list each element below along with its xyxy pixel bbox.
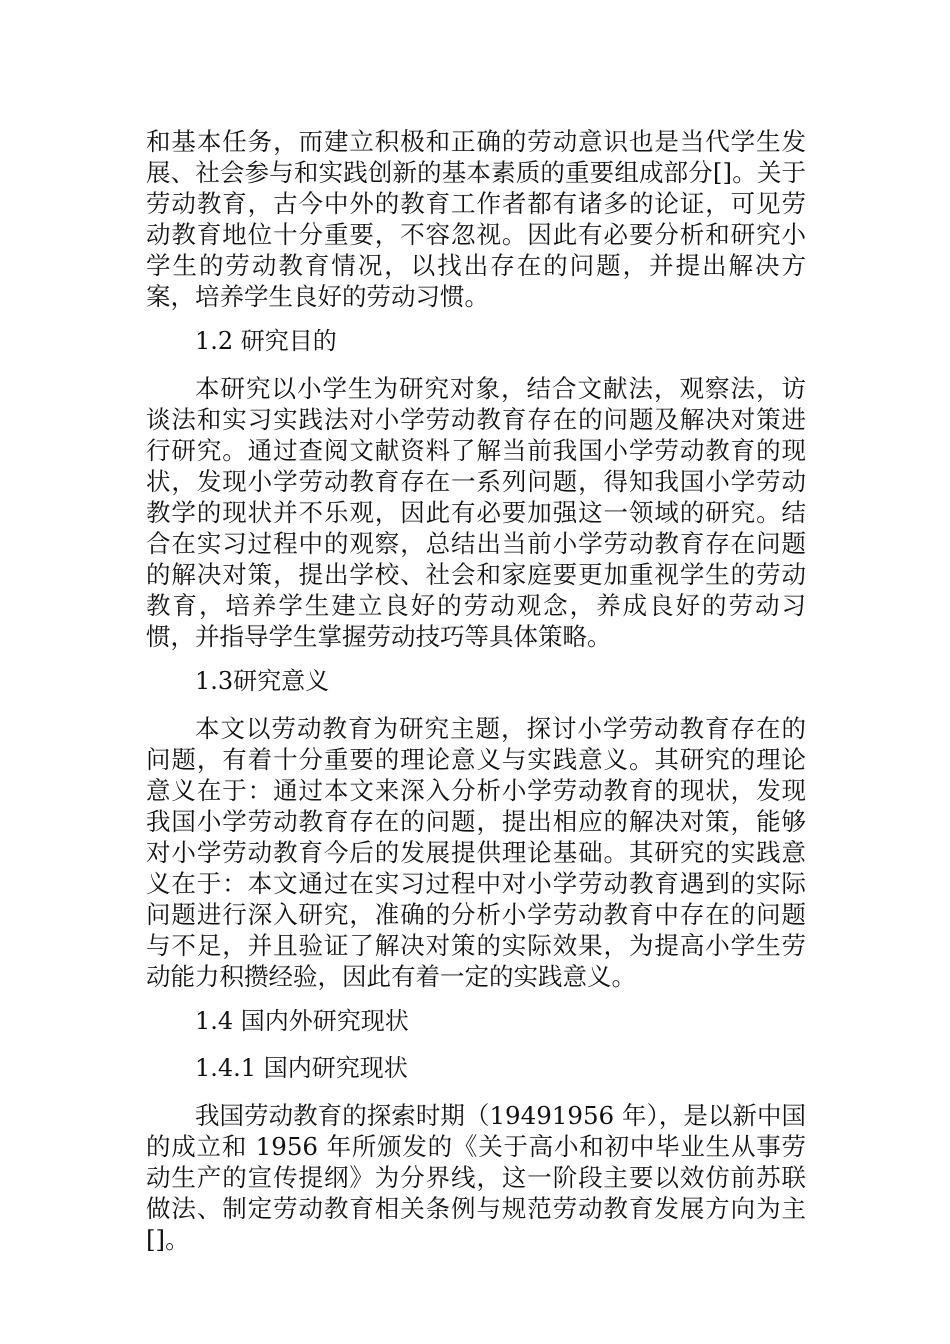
body-paragraph-continued: 和基本任务，而建立积极和正确的劳动意识也是当代学生发展、社会参与和实践创新的基本素质的重要组成部分[]。关于劳动教育，古今中外的教育工作者都有诸多的论证，可见劳动教育地位十分重要，不容忽视。因此有必要分析和研究小学生的劳动教育情况，以找出存在的问题，并提出解决方案，培养学生良好的劳动习惯。 xyxy=(146,127,806,311)
body-paragraph-research-purpose: 本研究以小学生为研究对象，结合文献法，观察法，访谈法和实习实践法对小学劳动教育存在的问题及解决对策进行研究。通过查阅文献资料了解当前我国小学劳动教育的现状，发现小学劳动教育存在一系列问题，得知我国小学劳动教学的现状并不乐观，因此有必要加强这一领域的研究。结合在实习过程中的观察，总结出当前小学劳动教育存在问题的解决对策，提出学校、社会和家庭要更加重视学生的劳动教育，培养学生建立良好的劳动观念，养成良好的劳动习惯，并指导学生掌握劳动技巧等具体策略。 xyxy=(146,374,806,651)
section-heading-1-3: 1.3研究意义 xyxy=(195,667,330,695)
body-paragraph-domestic-research: 我国劳动教育的探索时期（19491956 年），是以新中国的成立和 1956 年所颁发的《关于高小和初中毕业生从事劳动生产的宣传提纲》为分界线，这一阶段主要以效仿前苏联做法、制定劳动教育相关条例与规范劳动教育发展方向为主[]。 xyxy=(146,1101,806,1254)
document-page xyxy=(146,126,806,1269)
body-paragraph-research-significance: 本文以劳动教育为研究主题，探讨小学劳动教育存在的问题，有着十分重要的理论意义与实践意义。其研究的理论意义在于：通过本文来深入分析小学劳动教育的现状，发现我国小学劳动教育存在的问题，提出相应的解决对策，能够对小学劳动教育今后的发展提供理论基础。其研究的实践意义在于：本文通过在实习过程中对小学劳动教育遇到的实际问题进行深入研究，准确的分析小学劳动教育中存在的问题与不足，并且验证了解决对策的实际效果，为提高小学生劳动能力积攒经验，因此有着一定的实践意义。 xyxy=(146,714,806,991)
section-heading-1-2: 1.2 研究目的 xyxy=(195,327,337,355)
section-heading-1-4-1: 1.4.1 国内研究现状 xyxy=(195,1054,408,1082)
section-heading-1-4: 1.4 国内外研究现状 xyxy=(195,1007,409,1035)
